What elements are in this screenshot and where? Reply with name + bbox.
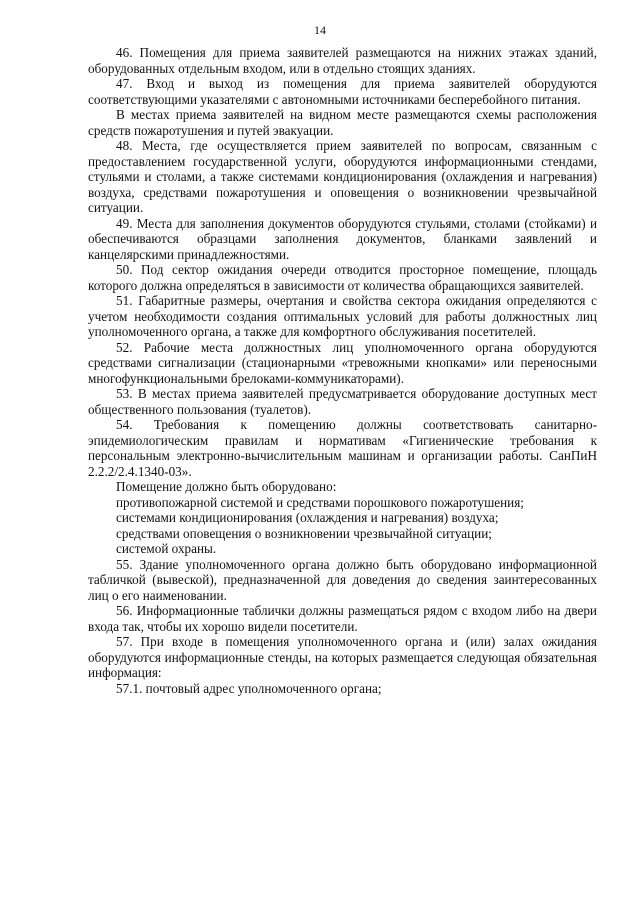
paragraph-53: 53. В местах приема заявителей предусматривается оборудование доступных мест общественного пользования (туалетов). [88,386,597,417]
paragraph-evacuation-schemes: В местах приема заявителей на видном месте размещаются схемы расположения средств пожаротушения и путей эвакуации. [88,107,597,138]
paragraph-50: 50. Под сектор ожидания очереди отводится просторное помещение, площадь которого должна определяться в зависимости от количества обращающихся заявителей. [88,262,597,293]
paragraph-46: 46. Помещения для приема заявителей размещаются на нижних этажах зданий, оборудованных отдельным входом, или в отдельно стоящих зданиях. [88,45,597,76]
paragraph-49: 49. Места для заполнения документов оборудуются стульями, столами (стойками) и обеспечиваются образцами заполнения документов, бланками заявлений и канцелярскими принадлежностями. [88,215,597,262]
paragraph-52: 52. Рабочие места должностных лиц уполномоченного органа оборудуются средствами сигнализации (стационарными «тревожными кнопками» или переносными многофункциональными брелоками-коммуникаторами). [88,339,597,386]
paragraph-51: 51. Габаритные размеры, очертания и свойства сектора ожидания определяются с учетом необходимости создания оптимальных условий для работы должностных лиц уполномоченного органа, а также для комфортного обслуживания посетителей. [88,293,597,339]
equipment-list-item: противопожарной системой и средствами порошкового пожаротушения; [116,494,524,510]
equipment-list-intro: Помещение должно быть оборудовано: [116,479,337,494]
page-number: 14 [314,23,326,37]
equipment-list-item: системами кондиционирования (охлаждения и нагревания) воздуха; [116,510,499,525]
document-body [88,45,597,696]
equipment-list-item: системой охраны. [116,541,217,556]
paragraph-55: 55. Здание уполномоченного органа должно быть оборудовано информационной табличкой (вывеской), предназначенной для доведения до сведения заинтересованных лиц о его наименовании. [88,556,597,603]
paragraph-48: 48. Места, где осуществляется прием заявителей по вопросам, связанным с предоставлением государственной услуги, оборудуются информационными стендами, стульями и столами, а также системами кондиционирования (охлаждения и нагревания) воздуха, средствами пожаротушения и оповещения о возникновении чрезвычайной ситуации. [88,138,597,215]
paragraph-56: 56. Информационные таблички должны размещаться рядом с входом либо на двери входа так, чтобы их хорошо видели посетители. [88,603,597,634]
paragraph-47: 47. Вход и выход из помещения для приема заявителей оборудуются соответствующими указателями с автономными источниками бесперебойного питания. [88,76,597,107]
paragraph-54: 54. Требования к помещению должны соответствовать санитарно-эпидемиологическим правилам и нормативам «Гигиенические требования к персональным электронно-вычислительным машинам и организации работы. СанПиН 2.2.2/2.4.1340-03». [88,417,597,479]
paragraph-57: 57. При входе в помещения уполномоченного органа и (или) залах ожидания оборудуются информационные стенды, на которых размещается следующая обязательная информация: [88,634,597,680]
equipment-list-item: средствами оповещения о возникновении чрезвычайной ситуации; [116,525,492,541]
paragraph-57-1: 57.1. почтовый адрес уполномоченного органа; [116,680,382,696]
